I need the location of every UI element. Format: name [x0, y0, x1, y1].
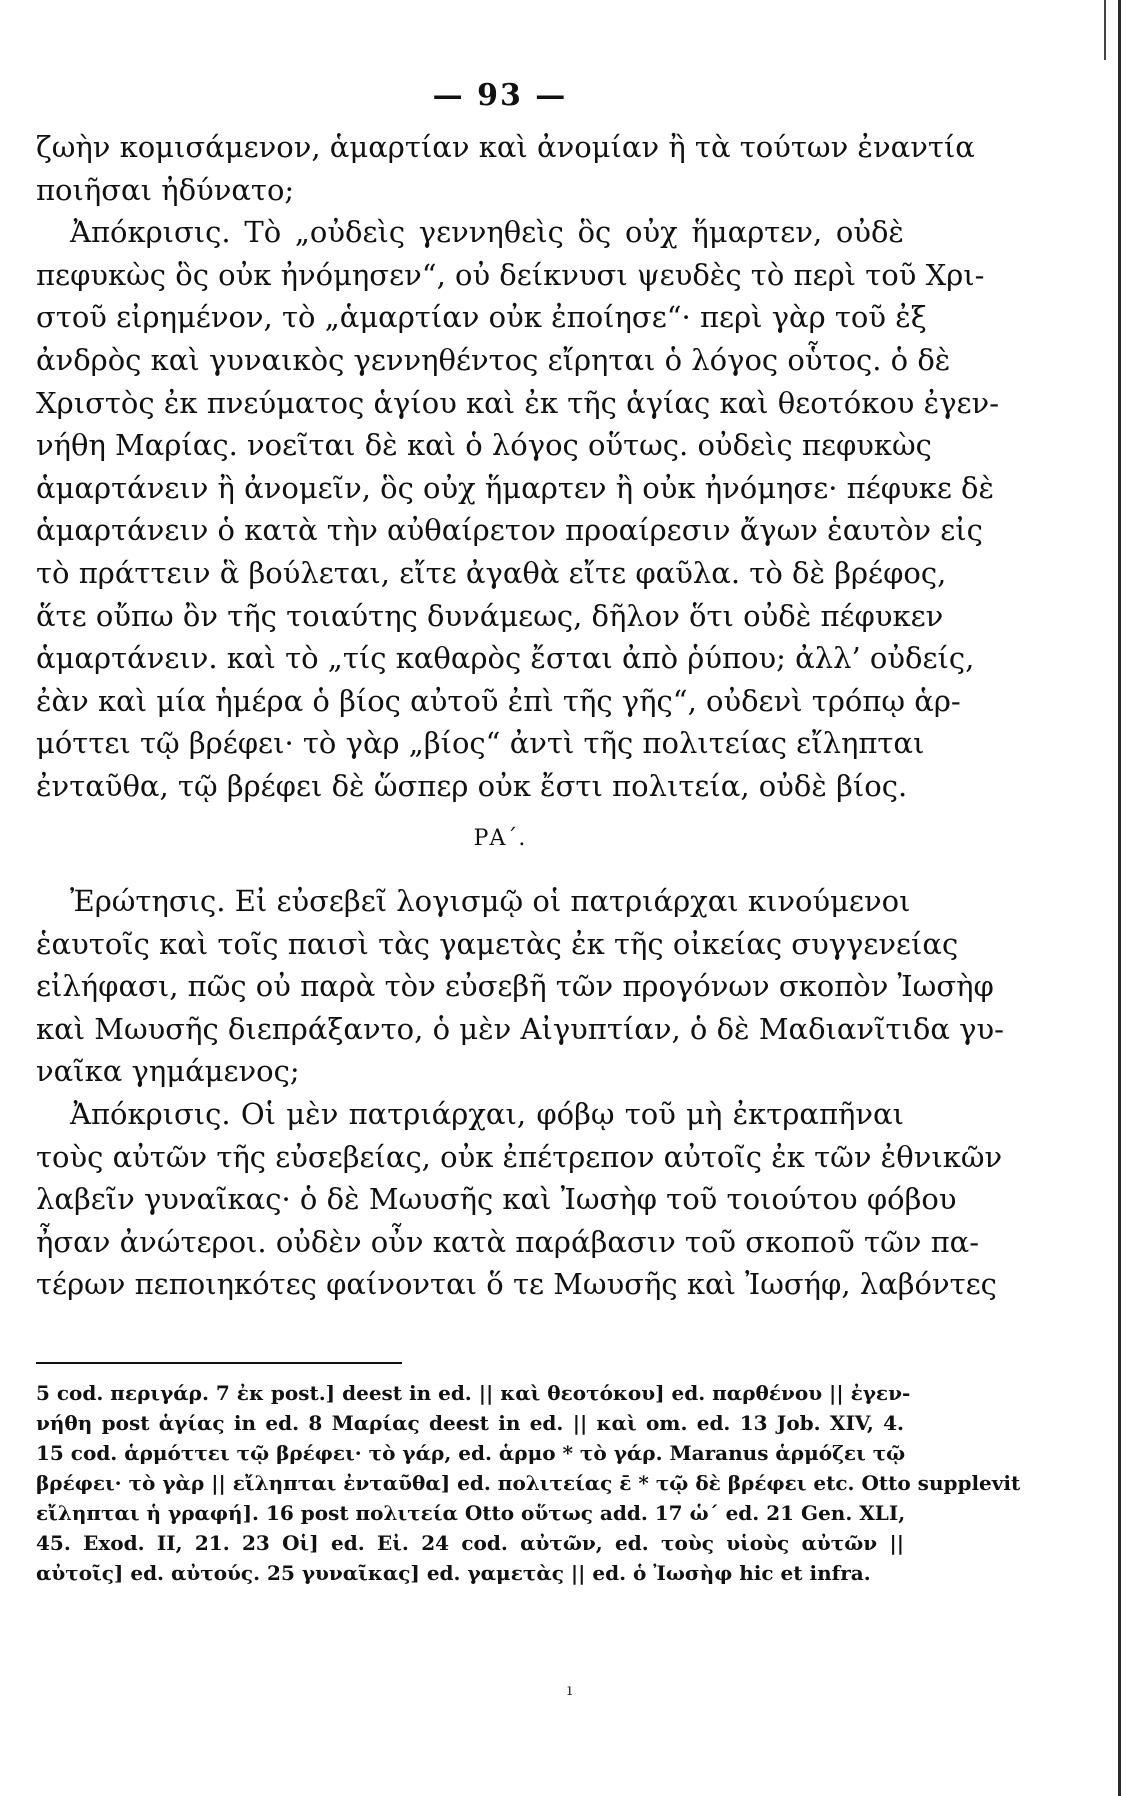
- footnotes-block: [36, 1378, 1021, 1588]
- text-line: ποιῆσαι ἠδύνατο;: [36, 172, 295, 207]
- text-line: ἐὰν καὶ μία ἡμέρα ὁ βίος αὐτοῦ ἐπὶ τῆς γῆς“, οὐδενὶ τρόπῳ ἁρ-: [36, 683, 961, 718]
- text-line: ἀνδρὸς καὶ γυναικὸς γεννηθέντος εἴρηται ὁ λόγος οὗτος. ὁ δὲ: [36, 342, 951, 377]
- footnote-line: αὐτοῖς] ed. αὐτούς. 25 γυναῖκας] ed. γαμετὰς || ed. ὁ Ἰωσὴφ hic et infra.: [36, 1561, 871, 1585]
- text-line: Ἀπόκρισις. Τὸ „οὐδεὶς γεννηθεὶς ὃς οὐχ ἥμαρτεν, οὐδὲ: [70, 215, 904, 250]
- text-line: ἁμαρτάνειν ἢ ἀνομεῖν, ὃς οὐχ ἥμαρτεν ἢ οὐκ ἠνόμησε· πέφυκε δὲ: [36, 470, 995, 505]
- section-heading: ΡΑ΄.: [473, 826, 527, 851]
- footnote-rule: [36, 1362, 402, 1364]
- text-line: στοῦ εἰρημένον, τὸ „ἁμαρτίαν οὐκ ἐποίησε“· περὶ γὰρ τοῦ ἐξ: [36, 300, 927, 335]
- text-line: ἦσαν ἀνώτεροι. οὐδὲν οὖν κατὰ παράβασιν τοῦ σκοποῦ τῶν πα-: [36, 1224, 980, 1259]
- question-answer-block: [36, 880, 1004, 1306]
- text-line: νήθη Μαρίας. νοεῖται δὲ καὶ ὁ λόγος οὕτως. οὐδεὶς πεφυκὼς: [36, 428, 932, 463]
- answer-paragraph-block: [36, 126, 999, 808]
- text-line: ἅτε οὔπω ὂν τῆς τοιαύτης δυνάμεως, δῆλον ὅτι οὐδὲ πέφυκεν: [36, 598, 944, 633]
- text-line: Ἀπόκρισις. Οἱ μὲν πατριάρχαι, φόβῳ τοῦ μὴ ἐκτραπῆναι: [70, 1096, 904, 1131]
- stray-ink-mark: ı: [567, 1680, 573, 1699]
- text-line: μόττει τῷ βρέφει· τὸ γὰρ „βίος“ ἀντὶ τῆς πολιτείας εἴληπται: [36, 726, 925, 761]
- text-line: ζωὴν κομισάμενον, ἁμαρτίαν καὶ ἀνομίαν ἢ τὰ τούτων ἐναντία: [36, 130, 975, 164]
- footnote-line: νήθη post ἁγίας in ed. 8 Μαρίας deest in ed. || καὶ om. ed. 13 Job. XIV, 4.: [36, 1411, 904, 1435]
- text-line: ἑαυτοῖς καὶ τοῖς παισὶ τὰς γαμετὰς ἐκ τῆς οἰκείας συγγενείας: [36, 926, 959, 961]
- text-line: λαβεῖν γυναῖκας· ὁ δὲ Μωυσῆς καὶ Ἰωσὴφ τοῦ τοιούτου φόβου: [36, 1182, 957, 1217]
- footnote-line: 15 cod. ἁρμόττει τῷ βρέφει· τὸ γάρ, ed. ἁρμο * τὸ γάρ. Maranus ἁρμόζει τῷ: [36, 1441, 906, 1465]
- footnote-line: βρέφει· τὸ γὰρ || εἴληπται ἐνταῦθα] ed. πολιτείας ε̄ * τῷ δὲ βρέφει etc. Otto supplevit: [36, 1471, 1021, 1495]
- footnote-line: 5 cod. περιγάρ. 7 ἐκ post.] deest in ed. || καὶ θεοτόκου] ed. παρθένου || ἐγεν-: [36, 1381, 911, 1405]
- text-line: καὶ Μωυσῆς διεπράξαντο, ὁ μὲν Αἰγυπτίαν, ὁ δὲ Μαδιανῖτιδα γυ-: [36, 1011, 1004, 1046]
- text-line: τέρων πεποιηκότες φαίνονται ὅ τε Μωυσῆς καὶ Ἰωσήφ, λαβόντες: [36, 1267, 997, 1302]
- footnote-line: εἴληπται ἡ γραφή]. 16 post πολιτεία Otto οὕτως add. 17 ὡ΄ ed. 21 Gen. XLI,: [36, 1501, 906, 1525]
- text-line: εἰλήφασι, πῶς οὐ παρὰ τὸν εὐσεβῆ τῶν προγόνων σκοπὸν Ἰωσὴφ: [36, 969, 994, 1004]
- text-line: ναῖκα γημάμενος;: [36, 1054, 300, 1089]
- scan-edge-mark: [1104, 0, 1106, 60]
- page-number: — 93 —: [432, 78, 568, 113]
- text-line: πεφυκὼς ὃς οὐκ ἠνόμησεν“, οὐ δείκνυσι ψευδὲς τὸ περὶ τοῦ Χρι-: [36, 257, 985, 292]
- text-line: ἁμαρτάνειν. καὶ τὸ „τίς καθαρὸς ἔσται ἀπὸ ῥύπου; ἀλλ’ οὐδείς,: [36, 641, 975, 676]
- text-line: Χριστὸς ἐκ πνεύματος ἁγίου καὶ ἐκ τῆς ἁγίας καὶ θεοτόκου ἐγεν-: [36, 385, 999, 420]
- text-line: τὸ πράττειν ἃ βούλεται, εἴτε ἀγαθὰ εἴτε φαῦλα. τὸ δὲ βρέφος,: [36, 555, 947, 590]
- text-line: Ἐρώτησις. Εἰ εὐσεβεῖ λογισμῷ οἱ πατριάρχαι κινούμενοι: [70, 884, 911, 918]
- text-line: τοὺς αὐτῶν τῆς εὐσεβείας, οὐκ ἐπέτρεπον αὐτοῖς ἐκ τῶν ἐθνικῶν: [36, 1139, 1003, 1174]
- footnote-line: 45. Exod. II, 21. 23 Oἱ] ed. Εἰ. 24 cod. αὐτῶν, ed. τοὺς υἱοὺς αὐτῶν ||: [36, 1531, 904, 1555]
- text-line: ἁμαρτάνειν ὁ κατὰ τὴν αὐθαίρετον προαίρεσιν ἄγων ἑαυτὸν εἰς: [36, 513, 983, 548]
- scan-edge-line: [1118, 0, 1121, 1796]
- text-line: ἐνταῦθα, τῷ βρέφει δὲ ὥσπερ οὐκ ἔστι πολιτεία, οὐδὲ βίος.: [36, 768, 908, 803]
